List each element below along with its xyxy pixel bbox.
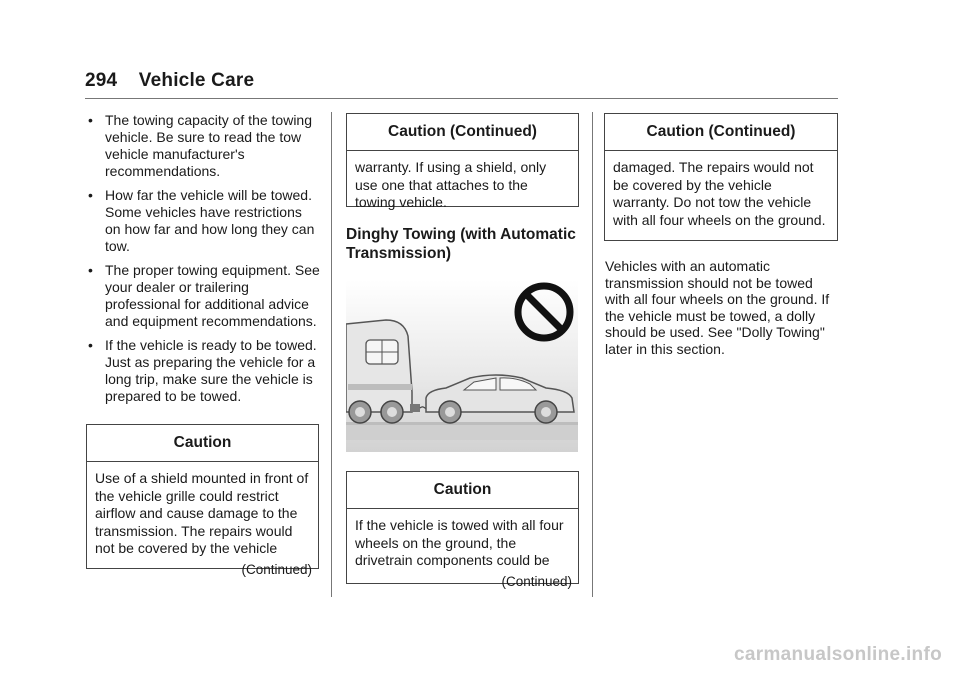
body-paragraph: Vehicles with an automatic transmission should not be towed with all four wheels on the ground. If the vehicle must be towed, a dolly should be used. See "Dolly Towing" later in this section. bbox=[605, 258, 830, 357]
caution-title: Caution (Continued) bbox=[605, 114, 837, 151]
caution-body: Use of a shield mounted in front of the vehicle grille could restrict airflow and cause damage to the transmission. The repairs would not be covered by the vehicle bbox=[95, 470, 309, 556]
caution-continued-box bbox=[346, 113, 579, 210]
bullet-item bbox=[85, 262, 321, 330]
caution-body: If the vehicle is towed with all four wheels on the ground, the drivetrain components could be bbox=[355, 517, 564, 568]
bullet-item bbox=[85, 337, 321, 405]
caution-title: Caution bbox=[347, 472, 578, 509]
page-header bbox=[85, 70, 254, 92]
caution-body: damaged. The repairs would not be covered by the vehicle warranty. Do not tow the vehicle with all four wheels on the ground. bbox=[613, 159, 826, 228]
motorhome-towing-car-illustration bbox=[346, 280, 578, 452]
column-divider-1 bbox=[331, 112, 332, 597]
column-divider-2 bbox=[592, 112, 593, 597]
watermark: carmanualsonline.info bbox=[734, 644, 942, 665]
continued-label: (Continued) bbox=[241, 561, 312, 577]
caution-box bbox=[346, 471, 579, 589]
caution-continued-box bbox=[604, 113, 838, 241]
left-column bbox=[85, 112, 321, 412]
bullet-text: The proper towing equipment. See your dealer or trailering professional for additional advice and equipment recommendations. bbox=[105, 262, 320, 329]
bullet-text: If the vehicle is ready to be towed. Just as preparing the vehicle for a long trip, make sure the vehicle is prepared to be towed. bbox=[105, 337, 317, 404]
caution-title: Caution bbox=[87, 425, 318, 462]
bullet-dot: • bbox=[88, 337, 93, 353]
bullet-dot: • bbox=[88, 112, 93, 128]
bullet-text: The towing capacity of the towing vehicle. Be sure to read the tow vehicle manufacturer's recommendations. bbox=[105, 112, 313, 179]
caution-body: warranty. If using a shield, only use one that attaches to the towing vehicle. bbox=[355, 159, 547, 210]
caution-box bbox=[86, 424, 319, 577]
header-rule bbox=[85, 98, 838, 99]
bullet-item bbox=[85, 187, 321, 255]
bullet-dot: • bbox=[88, 187, 93, 203]
section-heading: Dinghy Towing (with Automatic Transmission) bbox=[346, 226, 576, 262]
bullet-dot: • bbox=[88, 262, 93, 278]
continued-label: (Continued) bbox=[501, 573, 572, 589]
page-number: 294 bbox=[85, 70, 118, 91]
section-title: Vehicle Care bbox=[138, 70, 255, 91]
towing-illustration bbox=[346, 280, 578, 452]
bullet-text: How far the vehicle will be towed. Some vehicles have restrictions on how far and how long they can tow. bbox=[105, 187, 315, 254]
caution-title: Caution (Continued) bbox=[347, 114, 578, 151]
bullet-item bbox=[85, 112, 321, 180]
